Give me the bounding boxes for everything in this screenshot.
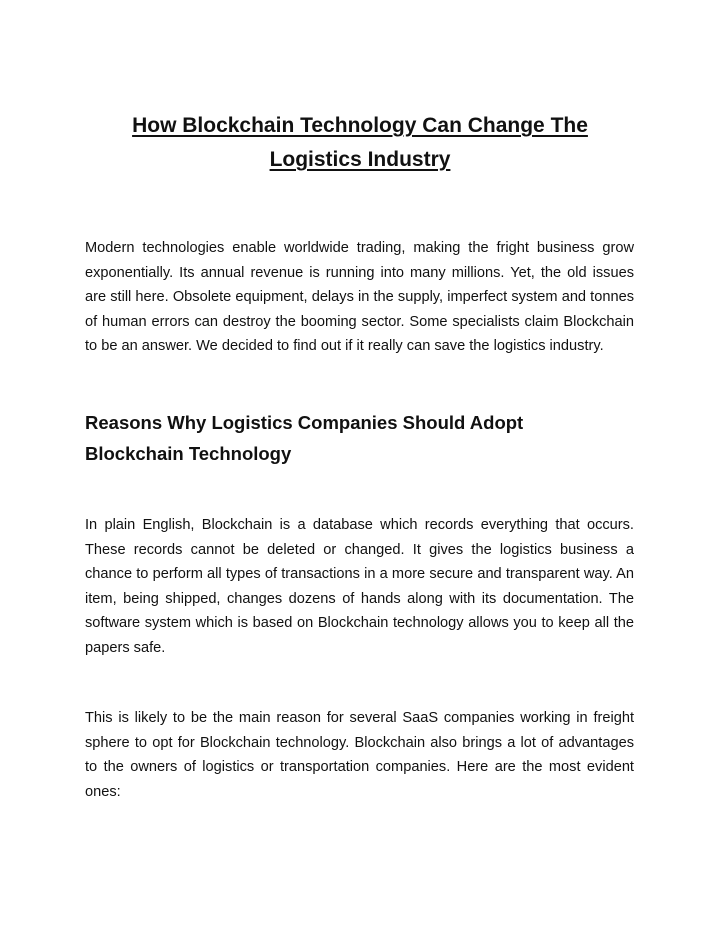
body-paragraph-blockchain-definition: In plain English, Blockchain is a database which records everything that occurs. These records cannot be deleted or changed. It gives the logistics business a chance to perform all types of transactions in a more secure and transparent way. An item, being shipped, changes dozens of hands along with its documentation. The software system which is based on Blockchain technology allows you to keep all the papers safe. xyxy=(85,517,634,656)
document-title: How Blockchain Technology Can Change The Logistics Industry xyxy=(132,114,588,171)
intro-paragraph: Modern technologies enable worldwide trading, making the fright business grow exponentially. Its annual revenue is running into many millions. Yet, the old issues are still here. Obsolete equipment, delays in the supply, imperfect system and tonnes of human errors can destroy the booming sector. Some specialists claim Blockchain to be an answer. We decided to find out if it really can save the logistics industry. xyxy=(85,240,634,355)
body-paragraph-saas-reason: This is likely to be the main reason for several SaaS companies working in freight sphere to opt for Blockchain technology. Blockchain also brings a lot of advantages to the owners of logistics or transportation companies. Here are the most evident ones: xyxy=(85,710,634,800)
section-heading: Reasons Why Logistics Companies Should Adopt Blockchain Technology xyxy=(85,412,524,464)
